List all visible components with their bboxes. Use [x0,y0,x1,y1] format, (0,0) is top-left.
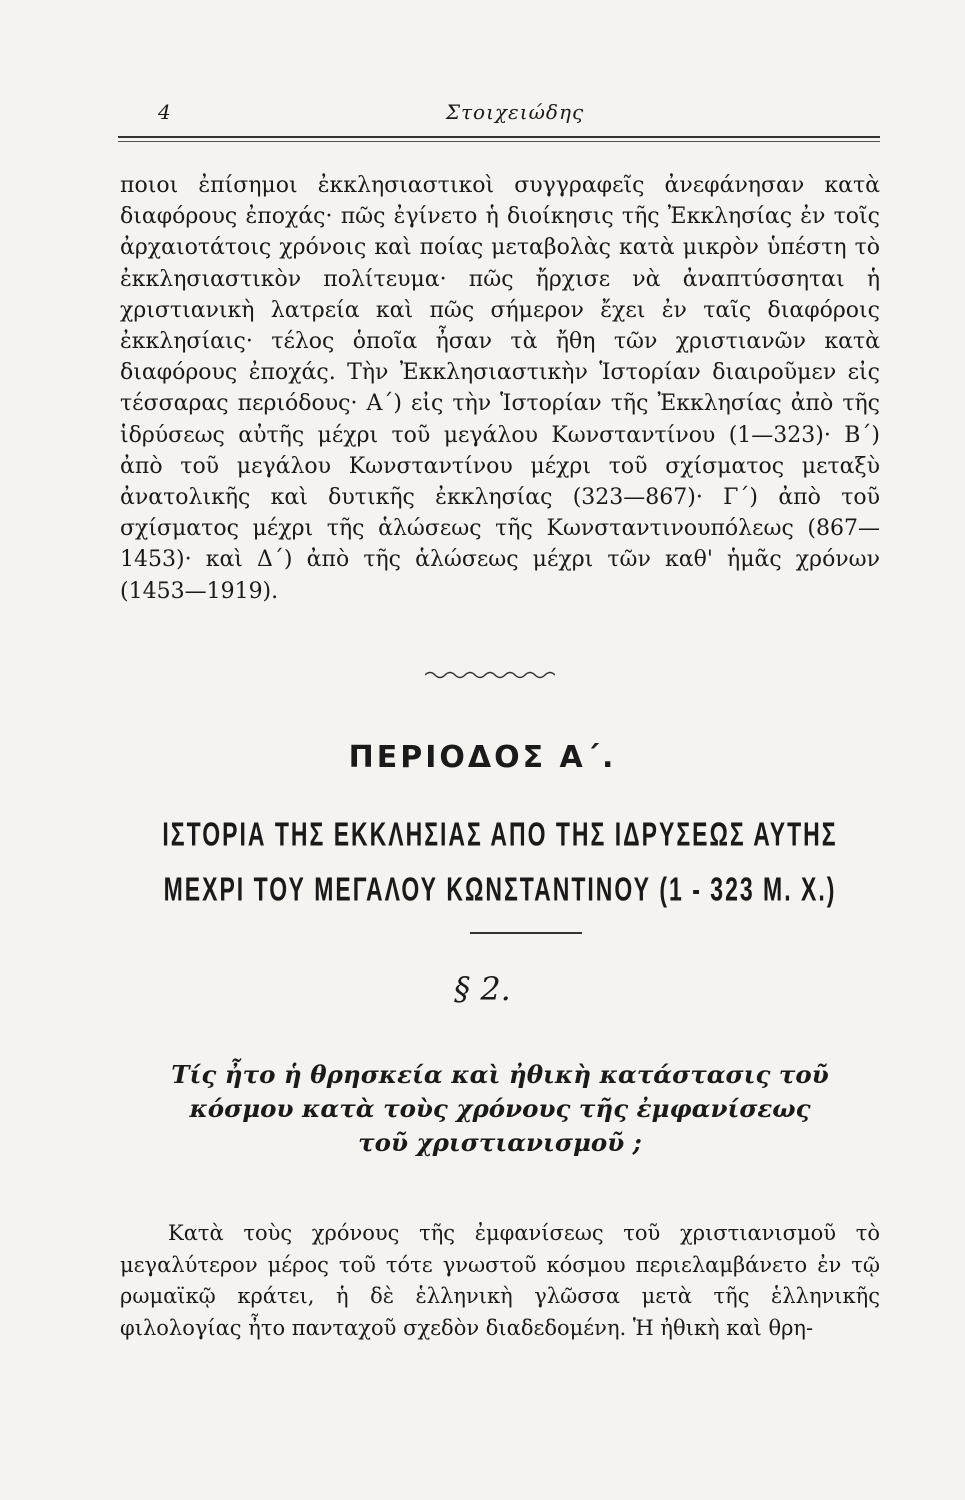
section-mark: § 2. [454,970,511,1008]
body-paragraph [120,1218,880,1344]
intro-paragraph [120,170,880,607]
section-question [120,1058,880,1160]
question-line1: Τίς ἦτο ἡ θρησκεία καὶ ἠθικὴ κατάστασις τοῦ [171,1060,829,1089]
body-paragraph-text: Κατὰ τοὺς χρόνους τῆς ἐμφανίσεως τοῦ χριστιανισμοῦ τὸ μεγαλύτερον μέρος τοῦ τότε γνωστοῦ κόσμου περιελαμβάνετο ἐν τῷ ρωμαϊκῷ κράτει, ἡ δὲ ἑλληνικὴ γλῶσσα μετὰ τῆς ἑλληνικῆς φιλολογίας ἦτο πανταχοῦ σχεδὸν διαδεδομένη. Ἡ ἠθικὴ καὶ θρη- [120,1221,880,1340]
period-heading: ΠΕΡΙΟΔΟΣ Α΄. [348,740,617,775]
period-subtitle-line2: ΜΕΧΡΙ ΤΟΥ ΜΕΓΑΛΟΥ ΚΩΝΣΤΑΝΤΙΝΟΥ (1 - 323 Μ. Χ.) [163,870,837,908]
header-rule [118,136,880,138]
wavy-divider [425,668,555,682]
intro-paragraph-text: ποιοι ἐπίσημοι ἐκκλησιαστικοὶ συγγραφεῖς ἀνεφάνησαν κατὰ διαφόρους ἐποχάς· πῶς ἐγίνετο ἡ διοίκησις τῆς Ἐκκλησίας ἐν τοῖς ἀρχαιοτάτοις χρόνοις καὶ ποίας μεταβολὰς κατὰ μικρὸν ὑπέστη τὸ ἐκκλησιαστικὸν πολίτευμα· πῶς ἤρχισε νὰ ἀναπτύσσηται ἡ χριστιανικὴ λατρεία καὶ πῶς σήμερον ἔχει ἐν ταῖς διαφόροις ἐκκλησίαις· τέλος ὁποῖα ἦσαν τὰ ἤθη τῶν χριστιανῶν κατὰ διαφόρους ἐποχάς. Τὴν Ἐκκλησιαστικὴν Ἱστορίαν διαιροῦμεν εἰς τέσσαρας περιόδους· Α΄) εἰς τὴν Ἱστορίαν τῆς Ἐκκλησίας ἀπὸ τῆς ἱδρύσεως αὐτῆς μέχρι τοῦ μεγάλου Κωνσταντίνου (1—323)· Β΄) ἀπὸ τοῦ μεγάλου Κωνσταντίνου μέχρι τοῦ σχίσματος μεταξὺ ἀνατολικῆς καὶ δυτικῆς ἐκκλησίας (323—867)· Γ΄) ἀπὸ τοῦ σχίσματος μέχρι τῆς ἁλώσεως τῆς Κωνσταντινουπόλεως (867—1453)· καὶ Δ΄) ἀπὸ τῆς ἁλώσεως μέχρι τῶν καθ' ἡμᾶς χρόνων (1453—1919). [120,173,880,604]
running-header [150,98,880,128]
header-rule-thin [118,141,880,142]
section-divider [470,932,582,934]
question-line2: κόσμου κατὰ τοὺς χρόνους τῆς ἐμφανίσεως [189,1094,811,1123]
page-number: 4 [158,100,171,124]
running-title: Στοιχειώδης [445,100,585,124]
question-line3: τοῦ χριστιανισμοῦ ; [358,1128,642,1157]
period-subtitle-line1: ΙΣΤΟΡΙΑ ΤΗΣ ΕΚΚΛΗΣΙΑΣ ΑΠΟ ΤΗΣ ΙΔΡΥΣΕΩΣ ΑΥΤΗΣ [162,815,838,853]
